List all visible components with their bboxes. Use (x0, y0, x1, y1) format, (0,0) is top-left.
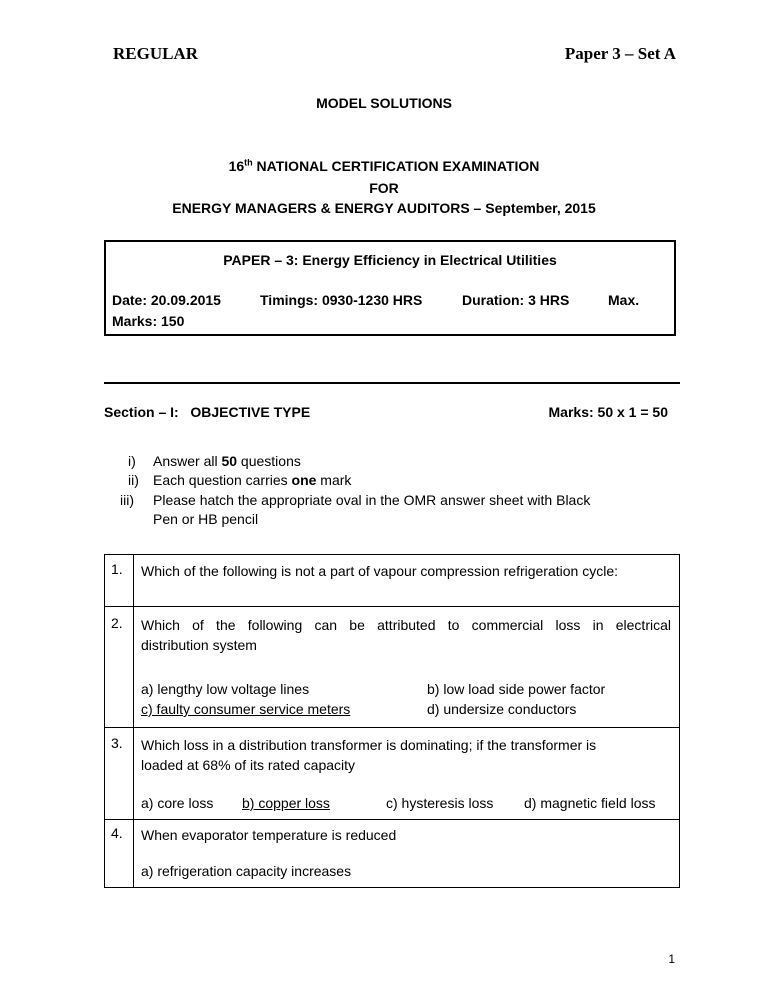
exam-name: NATIONAL CERTIFICATION EXAMINATION (252, 158, 540, 174)
row-divider (105, 727, 679, 728)
exam-for: FOR (369, 180, 399, 196)
question-3-option-d: d) magnetic field loss (524, 795, 656, 811)
header-right: Paper 3 – Set A (564, 44, 676, 63)
question-2-option-a: a) lengthy low voltage lines (141, 681, 310, 697)
questions-table (104, 554, 680, 888)
paper-title: PAPER – 3: Energy Efficiency in Electrical Utilities (223, 252, 557, 268)
exam-max: Max. (608, 292, 640, 308)
question-2-option-c: c) faulty consumer service meters (141, 701, 351, 717)
question-4-text: When evaporator temperature is reduced (141, 827, 397, 843)
row-divider (105, 606, 679, 607)
question-3-text: Which loss in a distribution transformer is dominating; if the transformer is (141, 737, 597, 753)
question-3-option-c: c) hysteresis loss (386, 795, 494, 811)
instruction-1: i) Answer all 50 questions (128, 453, 301, 469)
exam-marks: Marks: 150 (112, 313, 185, 329)
question-4-option-a: a) refrigeration capacity increases (141, 863, 352, 879)
exam-timings: Timings: 0930-1230 HRS (260, 292, 423, 308)
paper-info-box (104, 240, 676, 336)
instruction-2: ii) Each question carries one mark (128, 472, 352, 488)
question-2-text: Which of the following can be attributed to commercial loss in electrical (141, 617, 671, 633)
question-2-option-b: b) low load side power factor (427, 681, 606, 697)
page-number: 1 (668, 952, 675, 966)
question-1-text: Which of the following is not a part of vapour compression refrigeration cycle: (141, 563, 619, 579)
question-2-option-d: d) undersize conductors (427, 701, 577, 717)
question-3-option-a: a) core loss (141, 795, 214, 811)
question-2-text-line2: distribution system (141, 637, 257, 653)
question-4-number: 4. (111, 825, 123, 841)
exam-audience: ENERGY MANAGERS & ENERGY AUDITORS – September, 2015 (172, 200, 596, 216)
question-3-text-line2: loaded at 68% of its rated capacity (141, 757, 356, 773)
instruction-3: iii) Please hatch the appropriate oval in the OMR answer sheet with Black (120, 492, 591, 508)
model-solutions-title: MODEL SOLUTIONS (316, 95, 452, 111)
table-column-divider (133, 555, 134, 887)
question-2-number: 2. (111, 615, 123, 631)
question-3-number: 3. (111, 735, 123, 751)
question-3-option-b: b) copper loss (242, 795, 330, 811)
exam-number-suffix: th (244, 157, 253, 168)
exam-number: 16 (228, 158, 245, 174)
section-marks: Marks: 50 x 1 = 50 (548, 404, 668, 420)
header-left: REGULAR (113, 44, 199, 63)
exam-date: Date: 20.09.2015 (112, 292, 221, 308)
instruction-3-line2: Pen or HB pencil (153, 511, 259, 527)
exam-duration: Duration: 3 HRS (462, 292, 570, 308)
divider (104, 382, 680, 384)
section-title: Section – I: OBJECTIVE TYPE (104, 404, 311, 420)
row-divider (105, 819, 679, 820)
question-1-number: 1. (111, 561, 123, 577)
exam-title (0, 158, 768, 174)
